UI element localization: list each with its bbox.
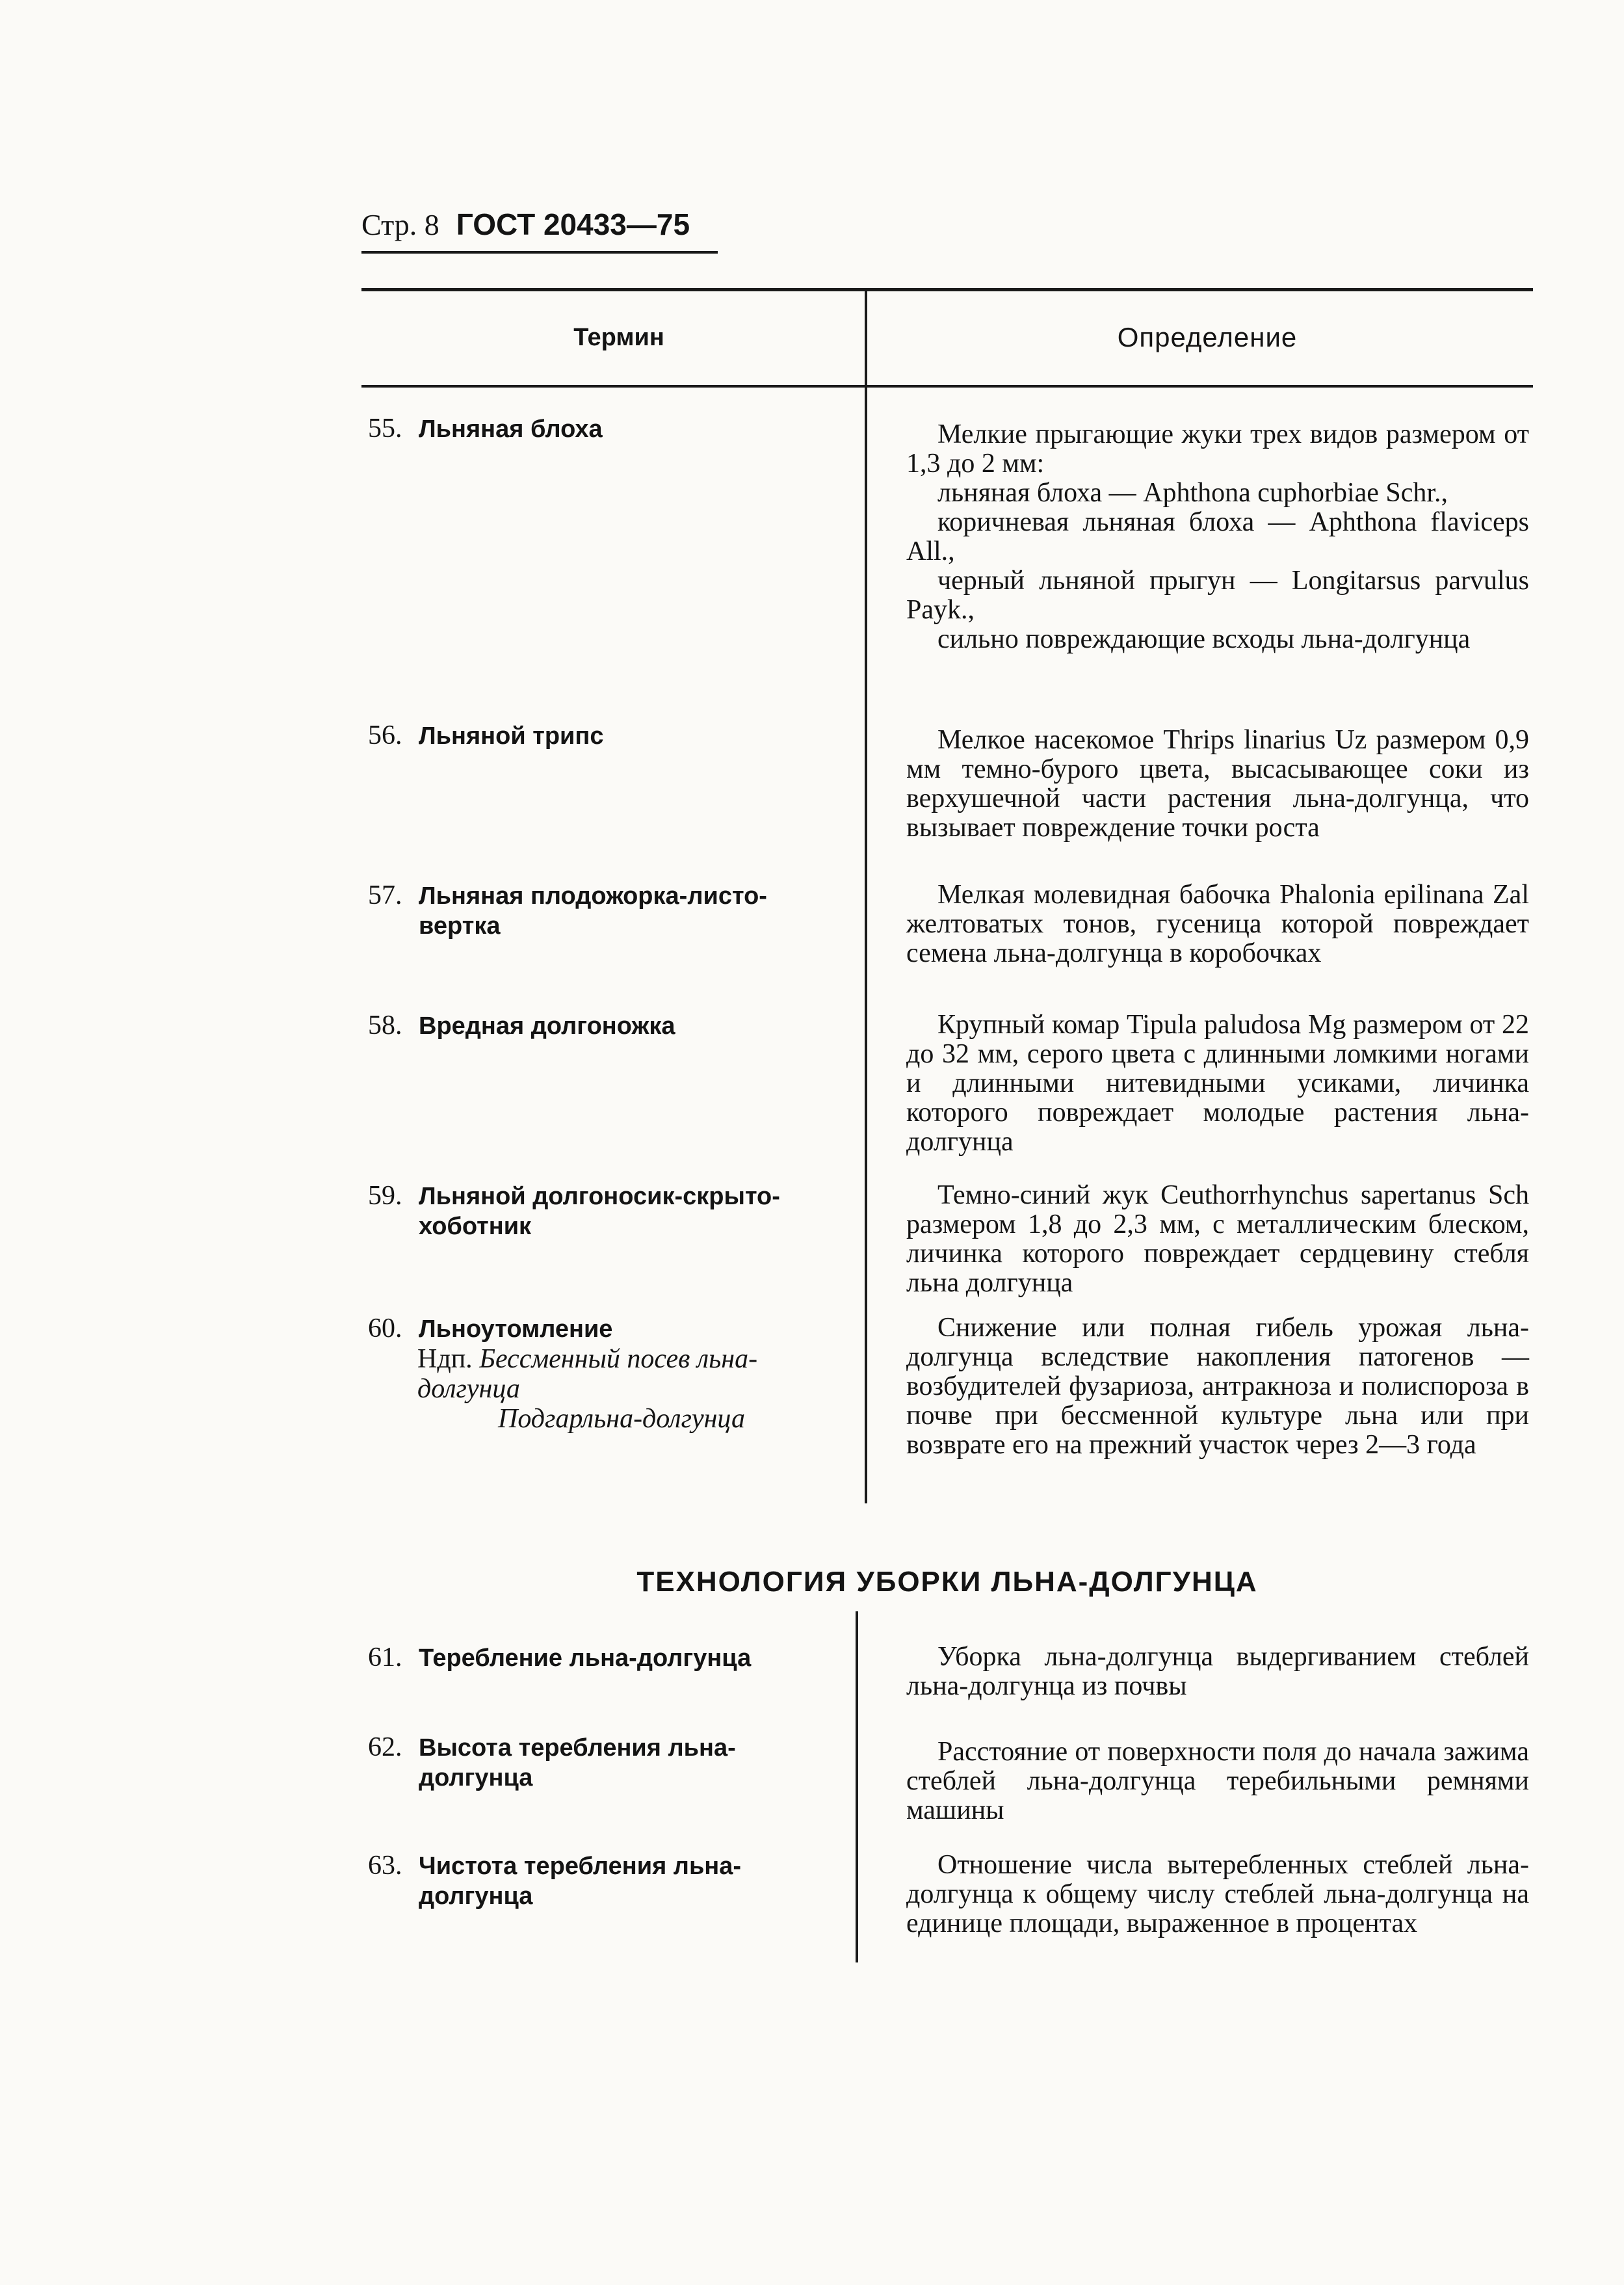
term-text: Льняной трипс (419, 722, 604, 750)
term-item (368, 1181, 849, 1241)
definition-text: сильно повреждающие всходы льна-долгунца (937, 624, 1471, 654)
definition-item (906, 880, 1529, 968)
definition-text: Отношение числа вытеребленных стеблей льна-долгунца к общему числу стеблей льна-долгунца на единице площади, выраженное в процентах (906, 1850, 1529, 1938)
definition-item (906, 420, 1529, 654)
definition-text: Расстояние от поверхности поля до начала зажима стеблей льна-долгунца теребильными ремнями машины (906, 1737, 1529, 1825)
term-text: Льняной долгоносик-скрыто- (419, 1183, 780, 1210)
term-item (368, 720, 849, 751)
term-text-continued: вертка (419, 912, 501, 940)
definition-text: Мелкие прыгающие жуки трех видов размером от 1,3 до 2 мм: (906, 419, 1529, 479)
term-number: 59. (368, 1181, 402, 1211)
definition-item (906, 1737, 1529, 1825)
definition-text: Мелкая молевидная бабочка Phalonia epilinana Zal желтоватых тонов, гусеница которой повреждает семена льна-долгунца в коробочках (906, 880, 1529, 968)
table-header-rule (361, 385, 1533, 388)
definition-text: коричневая льняная блоха — Aphthona flaviceps All., (906, 507, 1529, 566)
term-number: 55. (368, 414, 402, 443)
term-number: 60. (368, 1314, 402, 1343)
definition-item (906, 1314, 1529, 1460)
term-number: 62. (368, 1732, 402, 1762)
column-divider (865, 388, 867, 1503)
definition-item (906, 1643, 1529, 1701)
term-text: Льноутомление (419, 1315, 613, 1343)
column-divider (865, 291, 867, 385)
term-number: 58. (368, 1010, 402, 1040)
term-text: Вредная долгоножка (419, 1012, 675, 1040)
column-divider (856, 1611, 858, 1962)
term-item (368, 1643, 849, 1673)
definition-text: Мелкое насекомое Thrips linarius Uz размером 0,9 мм темно-бурого цвета, высасывающее соки из верхушечной части растения льна-долгунца, что вызывает повреждение точки роста (906, 725, 1529, 843)
page-header (361, 207, 690, 242)
term-item (368, 1851, 849, 1911)
term-item (368, 880, 849, 941)
definition-text: Уборка льна-долгунца выдергиванием стеблей льна-долгунца из почвы (906, 1642, 1529, 1701)
term-number: 56. (368, 720, 402, 750)
term-text: Теребление льна-долгунца (419, 1644, 752, 1672)
term-text: Льняная блоха (419, 416, 603, 443)
header-underline (361, 251, 718, 254)
deprecated-synonyms (368, 1344, 849, 1434)
definition-item (906, 1851, 1529, 1938)
term-item (368, 414, 849, 444)
definition-item (906, 1181, 1529, 1298)
synonym-text: Подгарльна-долгунца (498, 1404, 745, 1434)
definition-item (906, 726, 1529, 843)
page-number: Стр. 8 (361, 208, 439, 241)
definition-text: Крупный комар Tipula paludosa Mg размером от 22 до 32 мм, серого цвета с длинными ломкими ногами и длинными нитевидными усиками, личинка которого повреждает молодые растения льна-долгунца (906, 1010, 1529, 1157)
section-title: ТЕХНОЛОГИЯ УБОРКИ ЛЬНА-ДОЛГУНЦА (636, 1566, 1258, 1598)
column-header-definition: Определение (1117, 322, 1298, 352)
term-text: Высота теребления льна- (419, 1734, 736, 1762)
term-item (368, 1732, 849, 1793)
definition-item (906, 1010, 1529, 1157)
definition-text: Темно-синий жук Ceuthorrhynchus sapertanus Sch размером 1,8 до 2,3 мм, с металлическим блеском, личинка которого повреждает сердцевину стебля льна долгунца (906, 1180, 1529, 1298)
column-header-term: Термин (573, 324, 664, 351)
term-item (368, 1010, 849, 1041)
standard-number: ГОСТ 20433—75 (456, 207, 690, 241)
term-text-continued: долгунца (419, 1764, 533, 1791)
term-text: Чистота теребления льна- (419, 1853, 742, 1880)
definition-text: Снижение или полная гибель урожая льна-долгунца вследствие накопления патогенов — возбудителей фузариоза, антракноза и полиспороза в почве при бессменной культуре льна или при возврате его на прежний участок через 2—3 года (906, 1313, 1529, 1460)
definition-text: льняная блоха — Aphthona cuphorbiae Schr., (937, 478, 1448, 508)
synonym-text: Бессменный посев льна-долгунца (417, 1344, 758, 1404)
term-text-continued: долгунца (419, 1882, 533, 1910)
synonym-label: Ндп. (417, 1344, 473, 1374)
definition-text: черный льняной прыгун — Longitarsus parvulus Payk., (906, 566, 1529, 625)
term-text-continued: хоботник (419, 1213, 532, 1240)
term-number: 57. (368, 880, 402, 910)
term-number: 61. (368, 1643, 402, 1672)
term-item (368, 1314, 849, 1434)
term-text: Льняная плодожорка-листо- (419, 882, 767, 910)
term-number: 63. (368, 1851, 402, 1881)
table-top-rule (361, 288, 1533, 291)
